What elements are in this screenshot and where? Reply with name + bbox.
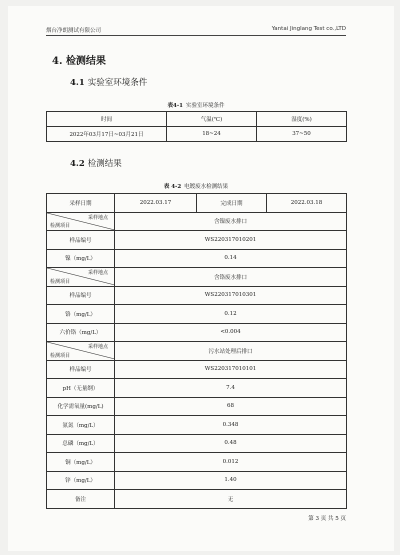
sample-no-value: WS220317010101 — [115, 360, 347, 379]
test-item-name: 氨氮（mg/L） — [47, 416, 115, 435]
table2-caption-number: 表 4-2 — [163, 184, 182, 190]
table-row — [47, 323, 347, 342]
table-row — [47, 453, 347, 472]
table-cell: 37~50 — [257, 127, 347, 142]
subsection-title: 检测结果 — [87, 159, 122, 169]
subsection-number: 4.1 — [70, 78, 85, 88]
table-header-cell: 时间 — [47, 112, 167, 127]
sampling-location: 含镍废水排口 — [115, 212, 347, 231]
diag-location-label: 采样地点 — [87, 214, 108, 221]
test-item-value: 0.348 — [115, 416, 347, 435]
table-header-row — [47, 112, 347, 127]
diag-item-label: 检测项目 — [50, 352, 71, 359]
diagonal-header-cell — [47, 268, 115, 287]
diag-item-label: 检测项目 — [50, 278, 71, 285]
table1-caption-number: 表4-1 — [167, 103, 183, 109]
sample-no-label: 样品编号 — [47, 286, 115, 305]
table-row — [47, 471, 347, 490]
table-row — [47, 360, 347, 379]
sample-date-value: 2022.03.17 — [115, 194, 197, 213]
results-table-body — [47, 212, 347, 490]
page-header — [46, 26, 346, 34]
table-header-cell: 气温(℃) — [167, 112, 257, 127]
test-item-value: 0.48 — [115, 434, 347, 453]
subsection-heading-env — [70, 76, 147, 88]
table-row — [47, 379, 347, 398]
sampling-location: 污水站处理后排口 — [115, 342, 347, 361]
table-row — [47, 194, 347, 213]
test-item-name: pH（无量纲） — [47, 379, 115, 398]
table-header-cell: 湿度(%) — [257, 112, 347, 127]
diagonal-header-cell — [47, 212, 115, 231]
table1-caption — [46, 101, 346, 109]
subsection-number: 4.2 — [70, 159, 85, 169]
sample-no-value: WS220317010301 — [115, 286, 347, 305]
subsection-title: 实验室环境条件 — [87, 78, 148, 88]
environment-table — [46, 111, 347, 142]
diag-location-label: 采样地点 — [87, 270, 108, 276]
section-number: 4. — [52, 56, 63, 67]
test-item-name: 镍（mg/L） — [47, 249, 115, 268]
test-item-name: 铬（mg/L） — [47, 305, 115, 324]
test-item-value: <0.004 — [115, 323, 347, 342]
header-rule — [46, 35, 346, 36]
test-item-name: 化学需氧量(mg/L) — [47, 397, 115, 416]
sampling-location: 含铬废水排口 — [115, 268, 347, 287]
table-row — [47, 268, 347, 287]
test-item-value: 0.012 — [115, 453, 347, 472]
test-item-name: 六价铬（mg/L） — [47, 323, 115, 342]
test-item-value: 1.40 — [115, 471, 347, 490]
table-row — [47, 212, 347, 231]
table-row — [47, 342, 347, 361]
diagonal-header-cell — [47, 342, 115, 361]
sample-date-label: 采样日期 — [47, 194, 115, 213]
test-item-name: 铜（mg/L） — [47, 453, 115, 472]
section-title: 检测结果 — [65, 56, 106, 67]
table-cell: 18~24 — [167, 127, 257, 142]
table2-caption-title: 电镀废水检测结果 — [184, 184, 229, 190]
table-row — [47, 490, 347, 509]
diag-location-label: 采样地点 — [87, 344, 108, 350]
table-row — [47, 305, 347, 324]
diag-item-label: 检测项目 — [50, 223, 71, 229]
table-row — [47, 249, 347, 268]
section-heading — [52, 52, 106, 67]
test-item-name: 总磷（mg/L） — [47, 434, 115, 453]
subsection-heading-results — [70, 157, 122, 169]
table-row — [47, 397, 347, 416]
table2-caption — [46, 182, 346, 190]
table-cell: 2022年03月17日~03月21日 — [47, 127, 167, 142]
results-table — [46, 193, 347, 509]
company-name-en: Yantai Jinglang Test co.,LTD — [271, 26, 346, 32]
sample-no-value: WS220317010201 — [115, 231, 347, 250]
finish-date-value: 2022.03.18 — [267, 194, 347, 213]
test-item-value: 0.12 — [115, 305, 347, 324]
table-row — [47, 127, 347, 142]
table-row — [47, 231, 347, 250]
finish-date-label: 完成日期 — [197, 194, 267, 213]
sample-no-label: 样品编号 — [47, 231, 115, 250]
test-item-value: 68 — [115, 397, 347, 416]
remark-value: 无 — [115, 490, 347, 509]
table-row — [47, 434, 347, 453]
table-row — [47, 416, 347, 435]
page-number: 第 3 页 共 5 页 — [308, 516, 346, 522]
test-item-value: 7.4 — [115, 379, 347, 398]
test-item-value: 0.14 — [115, 249, 347, 268]
sample-no-label: 样品编号 — [47, 360, 115, 379]
table-row — [47, 286, 347, 305]
table1-caption-title: 实验室环境条件 — [185, 103, 225, 109]
remark-label: 备注 — [47, 490, 115, 509]
company-name-cn: 烟台净朗测试有限公司 — [46, 28, 102, 34]
test-item-name: 锌（mg/L） — [47, 471, 115, 490]
